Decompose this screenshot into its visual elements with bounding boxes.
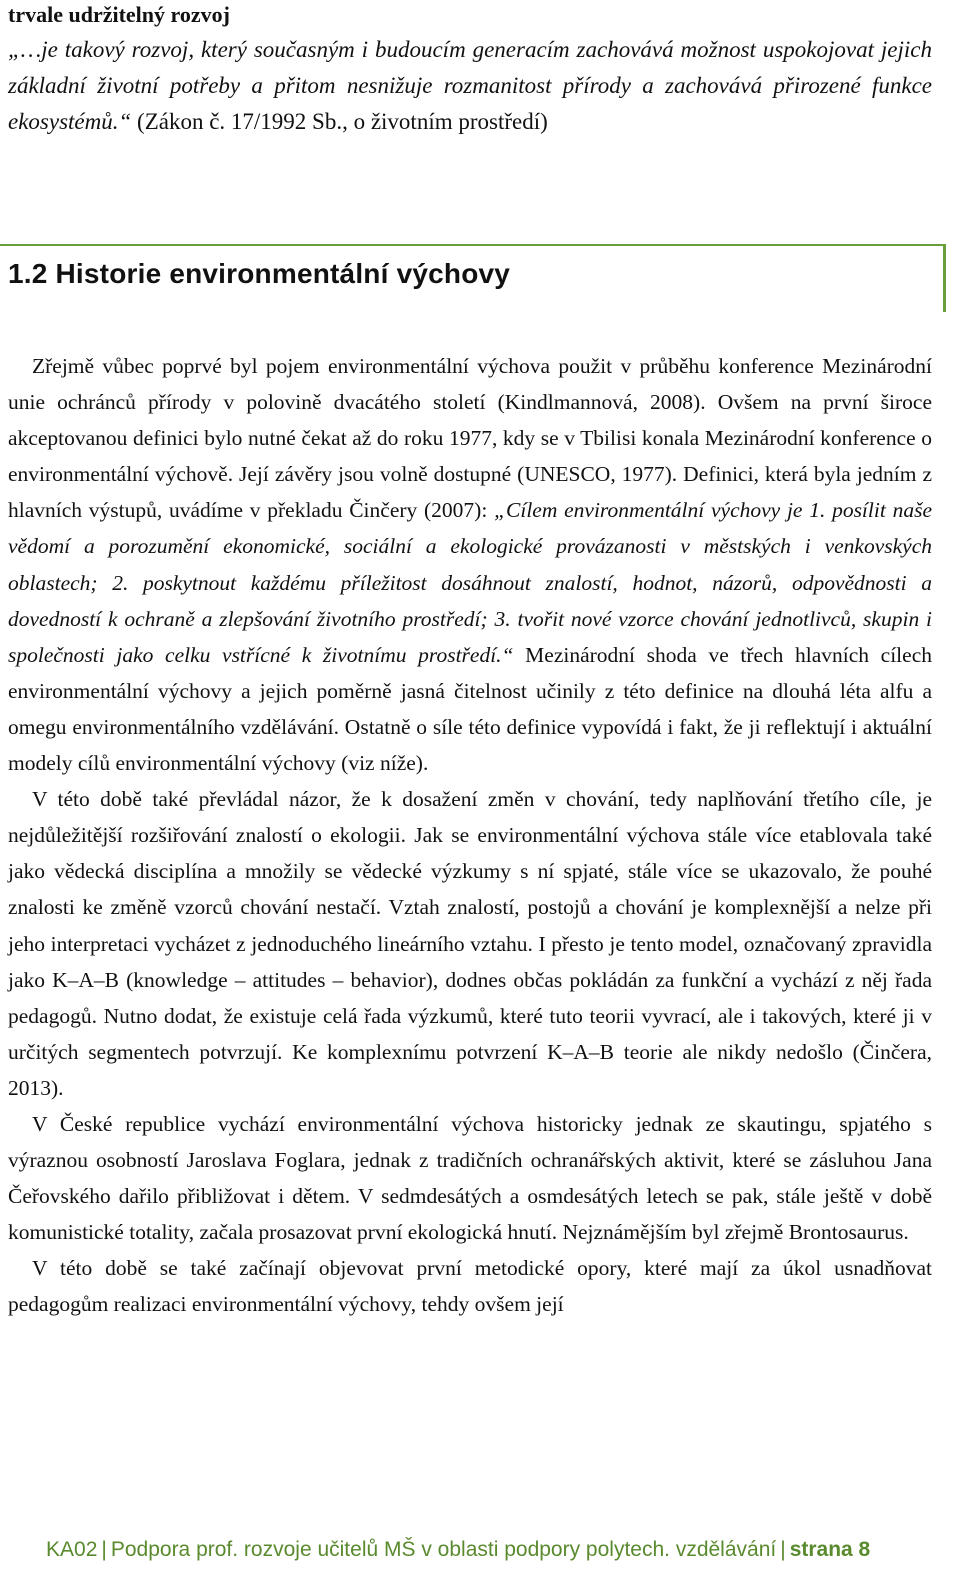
- footer-project-code: KA02: [46, 1538, 98, 1561]
- footer-separator-2: |: [780, 1538, 786, 1561]
- paragraph-1-intro: Zřejmě vůbec poprvé byl pojem environmentální výchova použit v průběhu konference Mezinárodní unie ochránců přírody v polovině dvacátého století (Kindlmannová, 2008). Ovšem na první široce akceptovanou definici bylo nutné čekat až do roku 1977, kdy se v Tbilisi konala Mezinárodní konference o environmentální výchově. Její závěry jsou volně dostupné (UNESCO, 1977). Definici, která byla jedním z hlavních výstupů, uvádíme v překladu Činčery (2007):: [8, 354, 932, 523]
- term-heading: trvale udržitelný rozvoj: [8, 2, 230, 27]
- paragraph-1-quote: „Cílem environmentální výchovy je 1. posílit naše vědomí a porozumění ekonomické, sociální a ekologické provázanosti v městských i venkovských oblastech; 2. poskytnout každému příležitost dosáhnout znalostí, hodnot, názorů, odpovědnosti a dovedností k ochraně a zlepšování životního prostředí; 3. tvořit nové vzorce chování jednotlivců, skupin i společnosti jako celku vstřícné k životnímu prostředí.“: [8, 498, 932, 667]
- paragraph-2: V této době také převládal názor, že k dosažení změn v chování, tedy naplňování třetího cíle, je nejdůležitější rozšiřování znalostí o ekologii. Jak se environmentální výchova stále více etablovala také jako vědecká disciplína a množily se vědecké výzkumy s ní spjaté, stále více se ukazovalo, že pouhé znalosti ke změně vzorců chování nestačí. Vztah znalostí, postojů a chování je komplexnější a nelze při jeho interpretaci vycházet z jednoduchého lineárního vztahu. I přesto je tento model, označovaný zpravidla jako K–A–B (knowledge – attitudes – behavior), dodnes občas pokládán za funkční a vychází z něj řada pedagogů. Nutno dodat, že existuje celá řada výzkumů, které tuto teorii vyvrací, ale i takových, které ji v určitých segmentech potvrzují. Ke komplexnímu potvrzení K–A–B teorie ale nikdy nedošlo (Činčera, 2013).: [8, 787, 932, 1100]
- paragraph-1: [8, 348, 932, 781]
- section-heading: 1.2 Historie environmentální výchovy: [8, 258, 511, 289]
- definition-source: (Zákon č. 17/1992 Sb., o životním prostředí): [131, 109, 548, 134]
- paragraph-1-rest: Mezinárodní shoda ve třech hlavních cílech environmentální výchovy a jejich poměrně jasná čitelnost učinily z této definice na dlouhá léta alfu a omegu environmentálního vzdělávání. Ostatně o síle této definice vypovídá i fakt, že ji reflektují i aktuální modely cílů environmentální výchovy (viz níže).: [8, 642, 932, 776]
- definition-paragraph: [8, 32, 932, 140]
- page-footer: [46, 1538, 870, 1562]
- section-divider-tick: [943, 244, 946, 312]
- section-divider: [0, 244, 946, 246]
- paragraph-3: V České republice vychází environmentální výchova historicky jednak ze skautingu, spjatého s výraznou osobností Jaroslava Foglara, jednak z tradičních ochranářských aktivit, které se zásluhou Jana Čeřovského dařilo přibližovat i dětem. V sedmdesátých a osmdesátých letech se pak, stále ještě v době komunistické totality, začala prosazovat první ekologická hnutí. Nejznámějším byl zřejmě Brontosaurus.: [8, 1111, 932, 1245]
- footer-title: Podpora prof. rozvoje učitelů MŠ v oblasti podpory polytech. vzdělávání: [110, 1538, 777, 1561]
- definition-quote: „…je takový rozvoj, který současným i budoucím generacím zachovává možnost uspokojovat jejich základní životní potřeby a přitom nesnižuje rozmanitost přírody a zachovává přirozené funkce ekosystémů.“: [8, 37, 932, 134]
- paragraph-4: V této době se také začínají objevovat první metodické opory, které mají za úkol usnadňovat pedagogům realizaci environmentální výchovy, tehdy ovšem její: [8, 1256, 932, 1317]
- footer-separator: |: [101, 1538, 107, 1561]
- body-text: [8, 348, 932, 1323]
- footer-page-number: strana 8: [789, 1538, 871, 1561]
